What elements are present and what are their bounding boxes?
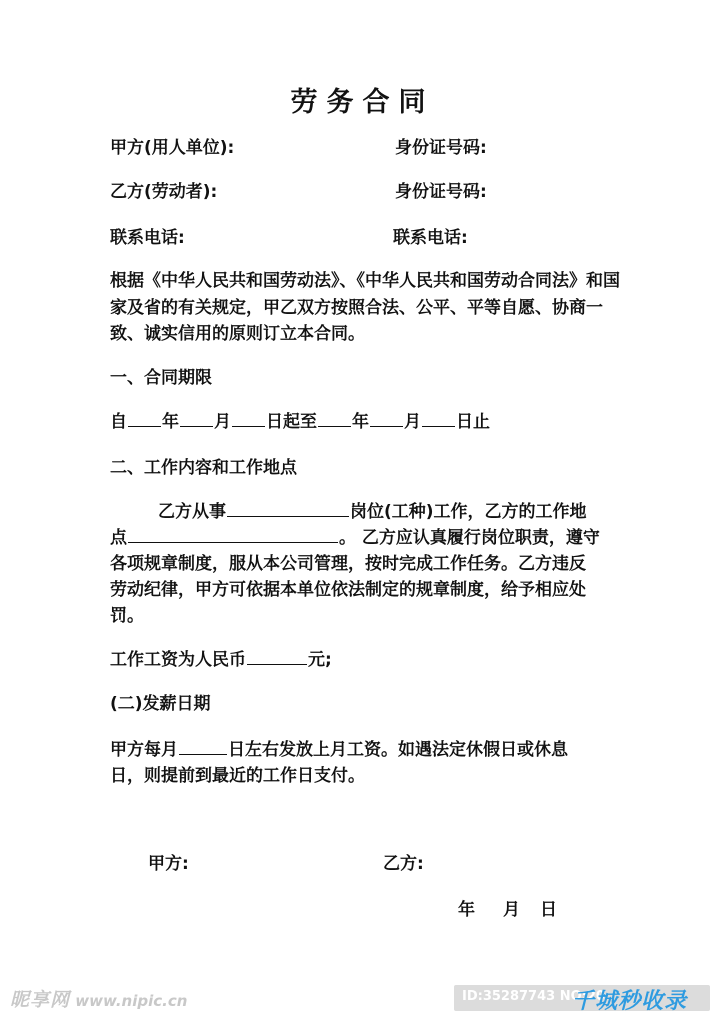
term-year-2: 年 bbox=[352, 412, 369, 432]
blank-start-year bbox=[128, 410, 161, 427]
signature-party-b: 乙方: bbox=[383, 854, 424, 874]
section-2-title: 二、工作内容和工作地点 bbox=[110, 458, 297, 478]
blank-start-month bbox=[180, 410, 213, 427]
watermark-site-name: 昵享网 bbox=[10, 989, 71, 1011]
pay-line-2: 日，则提前到最近的工作日支付。 bbox=[110, 766, 365, 786]
section-3-title: (二)发薪日期 bbox=[110, 694, 211, 714]
watermark-site-url: www.nipic.cn bbox=[75, 992, 188, 1010]
work-line-4: 劳动纪律，甲方可依据本单位依法制定的规章制度，给予相应处 bbox=[110, 580, 586, 600]
blank-wage-amount bbox=[247, 648, 307, 665]
party-b-phone-label: 联系电话: bbox=[393, 228, 468, 248]
contract-title: 劳务合同 bbox=[290, 87, 435, 118]
party-a-label: 甲方(用人单位): bbox=[110, 138, 235, 158]
work-line-5: 罚。 bbox=[110, 606, 144, 626]
term-year-1: 年 bbox=[162, 412, 179, 432]
work-text: 点 bbox=[110, 528, 127, 548]
signature-party-a: 甲方: bbox=[148, 854, 189, 874]
work-line-1 bbox=[158, 500, 587, 524]
party-a-phone-label: 联系电话: bbox=[110, 228, 185, 248]
blank-work-location bbox=[128, 526, 338, 543]
blank-position bbox=[227, 500, 349, 517]
party-b-id-label: 身份证号码: bbox=[395, 182, 487, 202]
term-day-to: 日起至 bbox=[266, 412, 317, 432]
pay-line-1 bbox=[110, 738, 568, 762]
blank-end-year bbox=[318, 410, 351, 427]
blank-end-month bbox=[370, 410, 403, 427]
work-text: 岗位(工种)工作，乙方的工作地 bbox=[350, 502, 587, 522]
site-watermark bbox=[10, 985, 187, 1012]
blank-pay-day bbox=[179, 738, 227, 755]
watermark-brand: 千城秒收录 bbox=[572, 989, 688, 1014]
sign-date-day: 日 bbox=[540, 900, 557, 920]
wage-line bbox=[110, 648, 332, 672]
blank-start-day bbox=[232, 410, 265, 427]
wage-text: 工作工资为人民币 bbox=[110, 650, 246, 670]
blank-end-day bbox=[422, 410, 455, 427]
wage-unit: 元; bbox=[308, 650, 332, 670]
contract-term-line bbox=[110, 410, 490, 434]
watermark-image-id: ID:35287743 NO:20 bbox=[462, 989, 605, 1004]
term-month-1: 月 bbox=[214, 412, 231, 432]
term-month-2: 月 bbox=[404, 412, 421, 432]
work-line-3: 各项规章制度，服从本公司管理，按时完成工作任务。乙方违反 bbox=[110, 554, 586, 574]
term-day-end: 日止 bbox=[456, 412, 490, 432]
work-text: 。 乙方应认真履行岗位职责，遵守 bbox=[339, 528, 600, 548]
work-line-2 bbox=[110, 526, 600, 550]
pay-text: 甲方每月 bbox=[110, 740, 178, 760]
term-from: 自 bbox=[110, 412, 127, 432]
sign-date-year: 年 bbox=[458, 900, 475, 920]
preamble-paragraph: 根据《中华人民共和国劳动法》、《中华人民共和国劳动合同法》和国家及省的有关规定，甲乙双方按照合法、公平、平等自愿、协商一致、诚实信用的原则订立本合同。 bbox=[110, 271, 620, 344]
party-a-id-label: 身份证号码: bbox=[395, 138, 487, 158]
pay-text: 日左右发放上月工资。如遇法定休假日或休息 bbox=[228, 740, 568, 760]
sign-date-month: 月 bbox=[503, 900, 520, 920]
work-text: 乙方从事 bbox=[158, 502, 226, 522]
party-b-label: 乙方(劳动者): bbox=[110, 182, 218, 202]
section-1-title: 一、合同期限 bbox=[110, 368, 212, 388]
